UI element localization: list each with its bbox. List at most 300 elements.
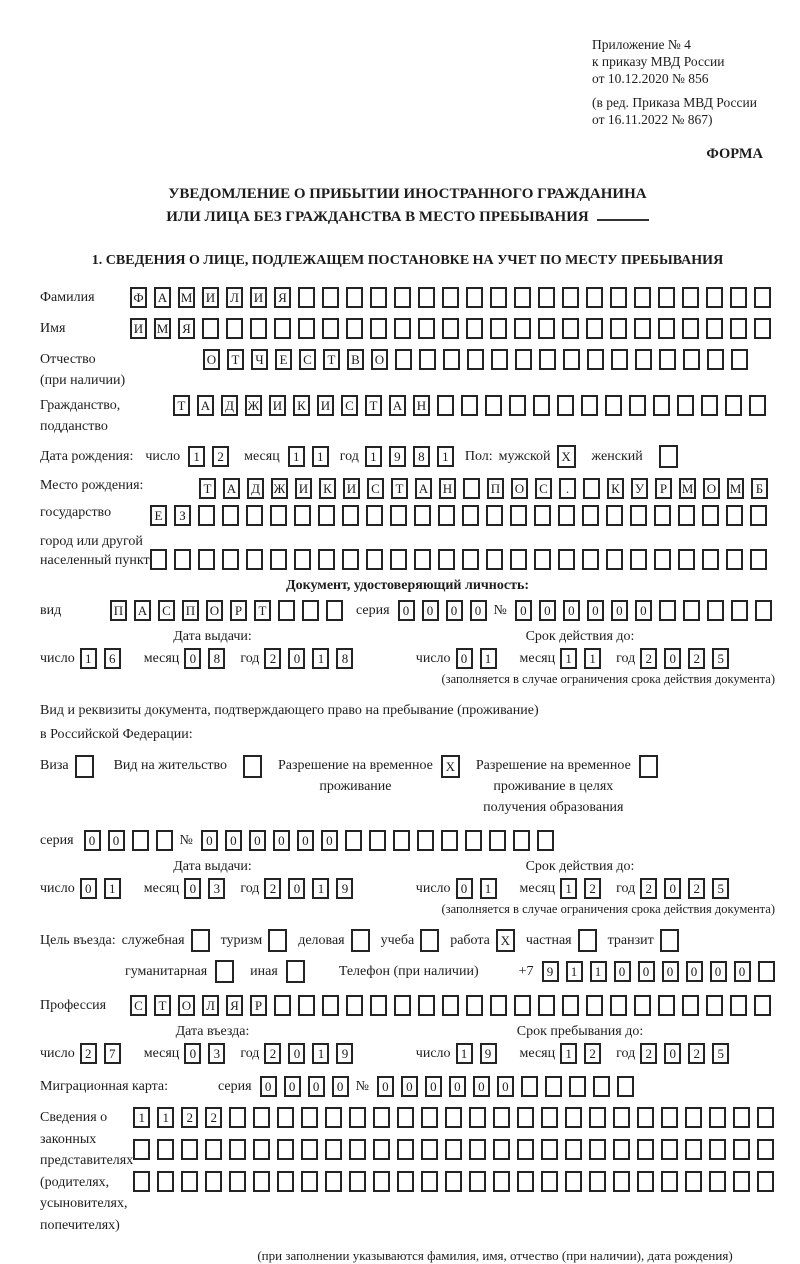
form-cell[interactable] [397, 1107, 414, 1128]
form-cell[interactable]: 0 [614, 961, 631, 982]
form-cell[interactable] [659, 600, 676, 621]
form-cell[interactable]: 9 [542, 961, 559, 982]
form-cell[interactable] [581, 395, 598, 416]
form-cell[interactable] [514, 287, 531, 308]
form-cell[interactable]: 1 [584, 648, 601, 669]
form-cell[interactable] [757, 1139, 774, 1160]
form-cell[interactable]: О [703, 478, 720, 499]
form-cell[interactable]: 0 [587, 600, 604, 621]
form-cell[interactable] [301, 1171, 318, 1192]
form-cell[interactable]: 1 [104, 878, 121, 899]
form-cell[interactable] [133, 1139, 150, 1160]
form-cell[interactable] [467, 349, 484, 370]
form-cell[interactable]: Я [178, 318, 195, 339]
form-cell[interactable] [754, 318, 771, 339]
form-cell[interactable] [268, 929, 287, 952]
form-cell[interactable] [286, 960, 305, 983]
form-cell[interactable]: Р [655, 478, 672, 499]
form-cell[interactable] [749, 395, 766, 416]
form-cell[interactable] [682, 318, 699, 339]
form-cell[interactable] [222, 505, 239, 526]
form-cell[interactable]: 2 [640, 878, 657, 899]
form-cell[interactable]: П [487, 478, 504, 499]
form-cell[interactable] [369, 830, 386, 851]
form-cell[interactable]: 1 [188, 446, 205, 467]
form-cell[interactable] [659, 445, 678, 468]
form-cell[interactable] [634, 995, 651, 1016]
form-cell[interactable]: 0 [108, 830, 125, 851]
form-cell[interactable]: 8 [413, 446, 430, 467]
form-cell[interactable]: Л [202, 995, 219, 1016]
form-cell[interactable] [442, 995, 459, 1016]
form-cell[interactable]: Т [154, 995, 171, 1016]
form-cell[interactable] [229, 1107, 246, 1128]
form-cell[interactable]: А [223, 478, 240, 499]
form-cell[interactable] [342, 549, 359, 570]
form-cell[interactable] [274, 995, 291, 1016]
form-cell[interactable] [706, 318, 723, 339]
form-cell[interactable] [582, 549, 599, 570]
form-cell[interactable] [509, 395, 526, 416]
form-cell[interactable]: 0 [446, 600, 463, 621]
form-cell[interactable]: 0 [80, 878, 97, 899]
form-cell[interactable] [373, 1171, 390, 1192]
form-cell[interactable] [445, 1107, 462, 1128]
form-cell[interactable] [298, 287, 315, 308]
form-cell[interactable]: 0 [225, 830, 242, 851]
form-cell[interactable]: М [154, 318, 171, 339]
form-cell[interactable] [582, 505, 599, 526]
form-cell[interactable] [253, 1107, 270, 1128]
form-cell[interactable] [205, 1171, 222, 1192]
form-cell[interactable] [370, 318, 387, 339]
form-cell[interactable] [229, 1171, 246, 1192]
form-cell[interactable]: 2 [688, 1043, 705, 1064]
form-cell[interactable]: 0 [664, 1043, 681, 1064]
form-cell[interactable]: X [441, 755, 460, 778]
form-cell[interactable] [733, 1107, 750, 1128]
form-cell[interactable] [515, 349, 532, 370]
form-cell[interactable] [466, 287, 483, 308]
form-cell[interactable]: 9 [389, 446, 406, 467]
form-cell[interactable] [658, 995, 675, 1016]
form-cell[interactable] [725, 395, 742, 416]
form-cell[interactable]: И [202, 287, 219, 308]
form-cell[interactable]: 0 [662, 961, 679, 982]
form-cell[interactable] [394, 995, 411, 1016]
form-cell[interactable]: 0 [308, 1076, 325, 1097]
form-cell[interactable] [491, 349, 508, 370]
form-cell[interactable]: 2 [80, 1043, 97, 1064]
form-cell[interactable]: 1 [566, 961, 583, 982]
form-cell[interactable]: 0 [638, 961, 655, 982]
form-cell[interactable] [731, 600, 748, 621]
form-cell[interactable] [373, 1107, 390, 1128]
form-cell[interactable]: X [496, 929, 515, 952]
form-cell[interactable]: Н [439, 478, 456, 499]
form-cell[interactable] [653, 395, 670, 416]
form-cell[interactable] [726, 505, 743, 526]
form-cell[interactable]: 1 [560, 648, 577, 669]
form-cell[interactable]: 1 [133, 1107, 150, 1128]
form-cell[interactable] [181, 1139, 198, 1160]
form-cell[interactable] [731, 349, 748, 370]
form-cell[interactable]: 0 [321, 830, 338, 851]
form-cell[interactable]: 0 [539, 600, 556, 621]
form-cell[interactable] [557, 395, 574, 416]
form-cell[interactable] [485, 395, 502, 416]
form-cell[interactable]: 9 [336, 1043, 353, 1064]
form-cell[interactable] [521, 1076, 538, 1097]
form-cell[interactable] [517, 1171, 534, 1192]
form-cell[interactable] [469, 1107, 486, 1128]
form-cell[interactable] [322, 318, 339, 339]
form-cell[interactable] [370, 995, 387, 1016]
form-cell[interactable] [414, 505, 431, 526]
form-cell[interactable] [294, 505, 311, 526]
form-cell[interactable] [682, 287, 699, 308]
form-cell[interactable] [613, 1107, 630, 1128]
form-cell[interactable] [634, 287, 651, 308]
form-cell[interactable]: 2 [584, 878, 601, 899]
form-cell[interactable] [390, 549, 407, 570]
form-cell[interactable]: С [130, 995, 147, 1016]
form-cell[interactable] [533, 395, 550, 416]
form-cell[interactable] [253, 1171, 270, 1192]
form-cell[interactable]: О [511, 478, 528, 499]
form-cell[interactable] [342, 505, 359, 526]
form-cell[interactable] [418, 318, 435, 339]
form-cell[interactable]: А [134, 600, 151, 621]
form-cell[interactable]: 0 [456, 878, 473, 899]
form-cell[interactable] [419, 349, 436, 370]
form-cell[interactable] [709, 1139, 726, 1160]
form-cell[interactable] [461, 395, 478, 416]
form-cell[interactable] [493, 1107, 510, 1128]
form-cell[interactable]: К [293, 395, 310, 416]
form-cell[interactable] [486, 549, 503, 570]
form-cell[interactable]: 1 [365, 446, 382, 467]
form-cell[interactable] [613, 1139, 630, 1160]
form-cell[interactable]: Н [413, 395, 430, 416]
form-cell[interactable]: 0 [664, 648, 681, 669]
form-cell[interactable]: 0 [249, 830, 266, 851]
form-cell[interactable]: Т [173, 395, 190, 416]
form-cell[interactable] [366, 505, 383, 526]
form-cell[interactable] [661, 1171, 678, 1192]
form-cell[interactable] [537, 830, 554, 851]
form-cell[interactable]: 0 [563, 600, 580, 621]
form-cell[interactable]: 0 [710, 961, 727, 982]
form-cell[interactable] [463, 478, 480, 499]
form-cell[interactable]: Е [275, 349, 292, 370]
form-cell[interactable]: 0 [184, 648, 201, 669]
form-cell[interactable] [462, 505, 479, 526]
form-cell[interactable]: О [371, 349, 388, 370]
form-cell[interactable]: 5 [712, 648, 729, 669]
form-cell[interactable] [610, 995, 627, 1016]
form-cell[interactable] [589, 1139, 606, 1160]
form-cell[interactable]: Т [254, 600, 271, 621]
form-cell[interactable]: Я [274, 287, 291, 308]
form-cell[interactable] [709, 1107, 726, 1128]
form-cell[interactable] [578, 929, 597, 952]
form-cell[interactable] [750, 505, 767, 526]
form-cell[interactable] [181, 1171, 198, 1192]
form-cell[interactable] [677, 395, 694, 416]
form-cell[interactable] [565, 1171, 582, 1192]
form-cell[interactable] [611, 349, 628, 370]
form-cell[interactable] [702, 505, 719, 526]
form-cell[interactable] [490, 318, 507, 339]
form-cell[interactable] [538, 287, 555, 308]
form-cell[interactable] [75, 755, 94, 778]
form-cell[interactable] [318, 549, 335, 570]
form-cell[interactable] [683, 349, 700, 370]
form-cell[interactable]: 6 [104, 648, 121, 669]
form-cell[interactable]: У [631, 478, 648, 499]
form-cell[interactable] [250, 318, 267, 339]
form-cell[interactable] [613, 1171, 630, 1192]
form-cell[interactable] [418, 287, 435, 308]
form-cell[interactable]: И [295, 478, 312, 499]
form-cell[interactable] [322, 287, 339, 308]
form-cell[interactable] [685, 1171, 702, 1192]
form-cell[interactable] [443, 349, 460, 370]
form-cell[interactable]: 7 [104, 1043, 121, 1064]
form-cell[interactable]: 8 [336, 648, 353, 669]
form-cell[interactable] [229, 1139, 246, 1160]
form-cell[interactable] [637, 1171, 654, 1192]
form-cell[interactable] [420, 929, 439, 952]
form-cell[interactable] [226, 318, 243, 339]
form-cell[interactable] [294, 549, 311, 570]
form-cell[interactable] [397, 1139, 414, 1160]
form-cell[interactable] [683, 600, 700, 621]
form-cell[interactable]: Р [250, 995, 267, 1016]
form-cell[interactable]: 0 [260, 1076, 277, 1097]
form-cell[interactable] [393, 830, 410, 851]
form-cell[interactable] [757, 1171, 774, 1192]
form-cell[interactable] [493, 1171, 510, 1192]
form-cell[interactable]: 1 [480, 878, 497, 899]
form-cell[interactable]: 0 [734, 961, 751, 982]
form-cell[interactable] [133, 1171, 150, 1192]
form-cell[interactable]: 0 [184, 1043, 201, 1064]
form-cell[interactable] [685, 1139, 702, 1160]
form-cell[interactable]: 2 [640, 1043, 657, 1064]
form-cell[interactable] [586, 287, 603, 308]
form-cell[interactable]: С [299, 349, 316, 370]
form-cell[interactable]: 0 [686, 961, 703, 982]
form-cell[interactable] [661, 1107, 678, 1128]
form-cell[interactable] [174, 549, 191, 570]
form-cell[interactable] [394, 318, 411, 339]
form-cell[interactable] [660, 929, 679, 952]
form-cell[interactable]: 1 [312, 1043, 329, 1064]
form-cell[interactable] [569, 1076, 586, 1097]
form-cell[interactable] [758, 961, 775, 982]
form-cell[interactable]: 9 [336, 878, 353, 899]
form-cell[interactable] [346, 287, 363, 308]
form-cell[interactable]: Т [199, 478, 216, 499]
form-cell[interactable]: 1 [288, 446, 305, 467]
form-cell[interactable]: 1 [560, 1043, 577, 1064]
form-cell[interactable] [682, 995, 699, 1016]
form-cell[interactable]: И [317, 395, 334, 416]
form-cell[interactable] [754, 995, 771, 1016]
form-cell[interactable] [541, 1139, 558, 1160]
form-cell[interactable]: Т [323, 349, 340, 370]
form-cell[interactable] [351, 929, 370, 952]
form-cell[interactable] [466, 318, 483, 339]
form-cell[interactable]: Т [227, 349, 244, 370]
form-cell[interactable] [442, 318, 459, 339]
form-cell[interactable]: 0 [84, 830, 101, 851]
form-cell[interactable] [302, 600, 319, 621]
form-cell[interactable] [397, 1171, 414, 1192]
form-cell[interactable]: 0 [184, 878, 201, 899]
form-cell[interactable] [726, 549, 743, 570]
form-cell[interactable] [132, 830, 149, 851]
form-cell[interactable] [635, 349, 652, 370]
form-cell[interactable] [277, 1107, 294, 1128]
form-cell[interactable] [445, 1139, 462, 1160]
form-cell[interactable] [654, 549, 671, 570]
form-cell[interactable]: С [367, 478, 384, 499]
form-cell[interactable] [191, 929, 210, 952]
form-cell[interactable] [277, 1171, 294, 1192]
form-cell[interactable]: 1 [456, 1043, 473, 1064]
form-cell[interactable]: П [110, 600, 127, 621]
form-cell[interactable] [437, 395, 454, 416]
form-cell[interactable] [301, 1107, 318, 1128]
form-cell[interactable] [558, 505, 575, 526]
form-cell[interactable]: 0 [449, 1076, 466, 1097]
form-cell[interactable] [466, 995, 483, 1016]
form-cell[interactable] [733, 1139, 750, 1160]
form-cell[interactable]: 0 [288, 1043, 305, 1064]
form-cell[interactable]: 1 [312, 446, 329, 467]
form-cell[interactable] [606, 549, 623, 570]
form-cell[interactable] [325, 1171, 342, 1192]
form-cell[interactable]: 2 [205, 1107, 222, 1128]
form-cell[interactable]: М [679, 478, 696, 499]
form-cell[interactable] [629, 395, 646, 416]
form-cell[interactable] [659, 349, 676, 370]
form-cell[interactable]: С [158, 600, 175, 621]
form-cell[interactable]: 2 [181, 1107, 198, 1128]
form-cell[interactable] [373, 1139, 390, 1160]
form-cell[interactable] [486, 505, 503, 526]
form-cell[interactable]: Р [230, 600, 247, 621]
form-cell[interactable]: 2 [264, 648, 281, 669]
form-cell[interactable] [610, 287, 627, 308]
form-cell[interactable] [730, 287, 747, 308]
form-cell[interactable] [438, 549, 455, 570]
form-cell[interactable]: 0 [422, 600, 439, 621]
form-cell[interactable] [441, 830, 458, 851]
form-cell[interactable] [750, 549, 767, 570]
form-cell[interactable] [157, 1171, 174, 1192]
form-cell[interactable] [493, 1139, 510, 1160]
form-cell[interactable] [510, 549, 527, 570]
form-cell[interactable] [661, 1139, 678, 1160]
form-cell[interactable]: 3 [208, 1043, 225, 1064]
form-cell[interactable]: Я [226, 995, 243, 1016]
form-cell[interactable] [534, 505, 551, 526]
form-cell[interactable]: Ж [271, 478, 288, 499]
form-cell[interactable] [707, 349, 724, 370]
form-cell[interactable]: 0 [497, 1076, 514, 1097]
form-cell[interactable] [490, 995, 507, 1016]
form-cell[interactable]: И [130, 318, 147, 339]
form-cell[interactable]: Е [150, 505, 167, 526]
form-cell[interactable]: 0 [288, 878, 305, 899]
form-cell[interactable] [634, 318, 651, 339]
form-cell[interactable] [658, 318, 675, 339]
form-cell[interactable] [462, 549, 479, 570]
form-cell[interactable] [538, 318, 555, 339]
form-cell[interactable] [678, 505, 695, 526]
form-cell[interactable]: А [197, 395, 214, 416]
form-cell[interactable]: 1 [157, 1107, 174, 1128]
form-cell[interactable] [538, 995, 555, 1016]
form-cell[interactable]: 0 [425, 1076, 442, 1097]
form-cell[interactable]: 0 [473, 1076, 490, 1097]
form-cell[interactable]: 8 [208, 648, 225, 669]
form-cell[interactable] [421, 1107, 438, 1128]
form-cell[interactable]: 0 [456, 648, 473, 669]
form-cell[interactable] [517, 1107, 534, 1128]
form-cell[interactable]: В [347, 349, 364, 370]
form-cell[interactable] [583, 478, 600, 499]
form-cell[interactable] [563, 349, 580, 370]
form-cell[interactable] [442, 287, 459, 308]
form-cell[interactable]: 0 [273, 830, 290, 851]
form-cell[interactable]: 1 [480, 648, 497, 669]
form-cell[interactable] [349, 1107, 366, 1128]
form-cell[interactable] [370, 287, 387, 308]
form-cell[interactable] [685, 1107, 702, 1128]
form-cell[interactable]: Л [226, 287, 243, 308]
form-cell[interactable]: К [319, 478, 336, 499]
form-cell[interactable] [706, 995, 723, 1016]
form-cell[interactable] [514, 318, 531, 339]
form-cell[interactable] [565, 1139, 582, 1160]
form-cell[interactable] [205, 1139, 222, 1160]
form-cell[interactable] [706, 287, 723, 308]
form-cell[interactable] [754, 287, 771, 308]
form-cell[interactable] [587, 349, 604, 370]
form-cell[interactable] [246, 549, 263, 570]
form-cell[interactable]: А [154, 287, 171, 308]
form-cell[interactable]: 0 [515, 600, 532, 621]
form-cell[interactable]: И [250, 287, 267, 308]
form-cell[interactable] [589, 1171, 606, 1192]
form-cell[interactable] [469, 1139, 486, 1160]
form-cell[interactable] [565, 1107, 582, 1128]
form-cell[interactable] [270, 549, 287, 570]
form-cell[interactable]: О [203, 349, 220, 370]
form-cell[interactable]: X [557, 445, 576, 468]
form-cell[interactable]: 0 [611, 600, 628, 621]
form-cell[interactable] [298, 995, 315, 1016]
form-cell[interactable]: 0 [635, 600, 652, 621]
form-cell[interactable]: 0 [401, 1076, 418, 1097]
form-cell[interactable] [274, 318, 291, 339]
form-cell[interactable] [534, 549, 551, 570]
